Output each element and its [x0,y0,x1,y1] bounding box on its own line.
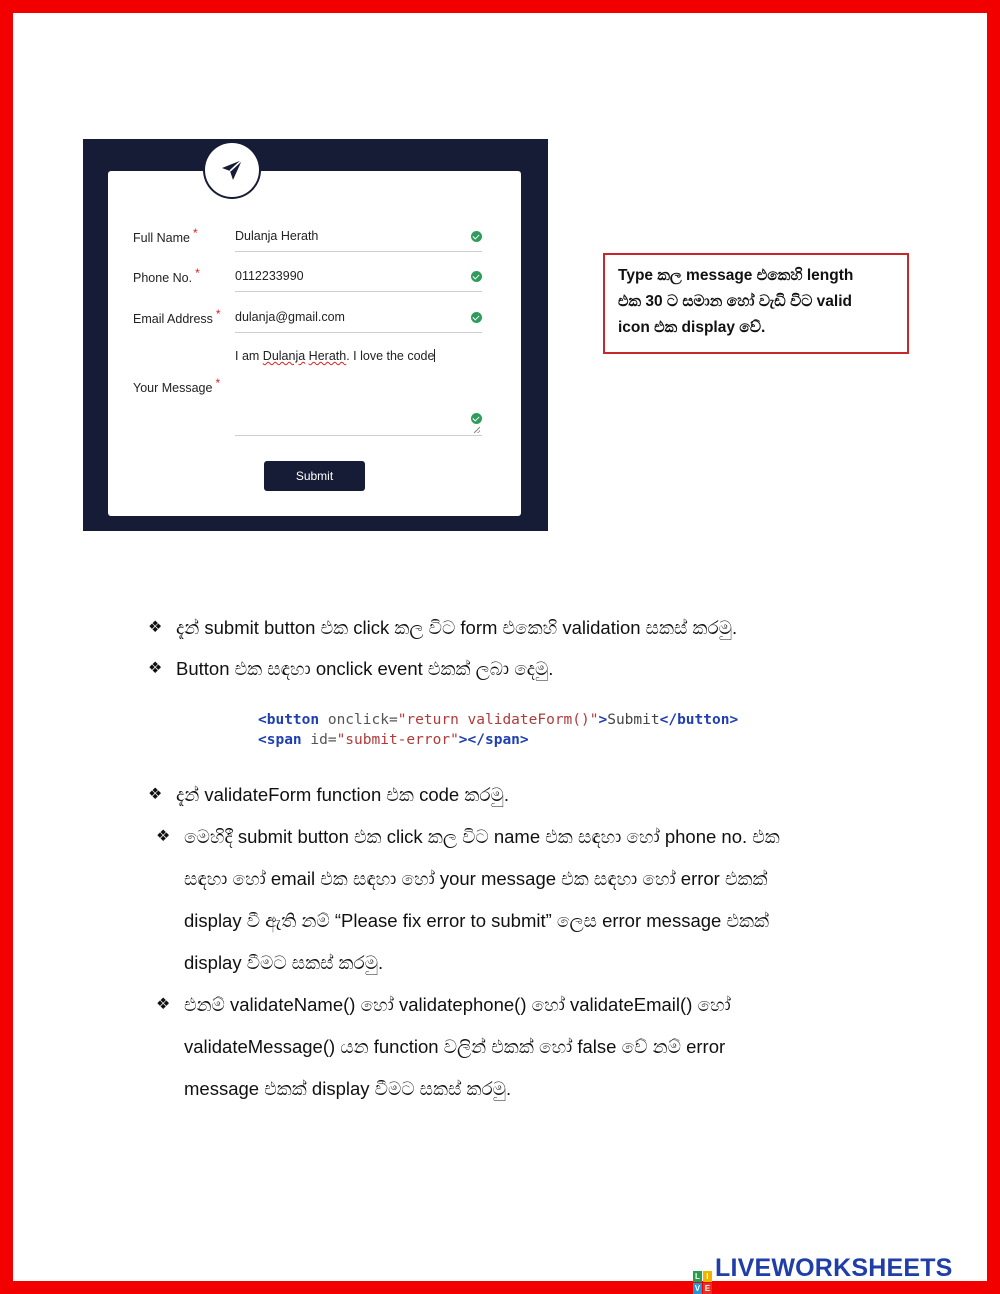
required-mark: * [195,266,200,280]
phone-input[interactable] [235,269,482,292]
email-input[interactable] [235,310,482,333]
phone-row [133,266,513,293]
valid-check-icon [471,271,482,282]
callout-note [603,253,909,354]
send-logo [205,143,259,197]
callout-line: එක 30 ට සමාන හෝ වැඩි විට valid [618,293,853,310]
callout-line: Type කල message එකෙහි length [618,267,854,284]
bullet-text: Button එක සඳහා onclick event එකක් ලබා දෙමු. [176,658,554,679]
form-card [108,171,521,516]
bullet-marker-icon: ❖ [148,619,163,636]
full-name-value: Dulanja Herath [235,229,319,243]
liveworksheets-logo [693,1253,953,1293]
full-name-label: Full Name * [133,226,198,245]
phone-label: Phone No. * [133,266,200,285]
email-label: Email Address * [133,307,221,326]
resize-handle-icon[interactable] [474,427,480,433]
bullet-text: දැන් submit button එක click කල විට form එකෙහි validation සකස් කරමු. [176,617,738,638]
bullet-marker-icon: ❖ [148,660,163,677]
bullet-marker-icon: ❖ [156,996,171,1013]
bullet-text: මෙහිදී submit button එක click කල විට name එක සඳහා හෝ phone no. එක සඳහා හෝ email එක සඳහා හෝ your message එක සඳහා හෝ error එකක් display වී ඇති නම් “Please fix error to submit” ලෙස error message එකක් display වීමට සකස් කරමු. [184,826,780,973]
message-textarea[interactable] [235,349,482,436]
valid-check-icon [471,413,482,424]
valid-check-icon [471,231,482,242]
phone-value: 0112233990 [235,269,304,283]
full-name-input[interactable] [235,229,482,252]
bullet-marker-icon: ❖ [148,786,163,803]
valid-check-icon [471,312,482,323]
full-name-row [133,226,513,253]
callout-line: icon එක display වේ. [618,319,766,336]
required-mark: * [215,307,221,321]
message-value: I am Dulanja Herath. I love the code [235,349,435,363]
message-label: Your Message * [133,376,221,395]
required-mark: * [192,226,198,240]
email-row [133,307,513,334]
paper-plane-icon [220,158,244,182]
required-mark: * [215,376,221,390]
brand-name: LIVEWORKSHEETS [715,1254,953,1282]
code-snippet: <button onclick="return validateForm()">Submit</button> <span id="submit-error"></span> [258,712,739,748]
form-screenshot [83,139,548,531]
text-caret [434,349,435,362]
email-value: dulanja@gmail.com [235,310,345,324]
bullet-text: එනම් validateName() හෝ validatephone() හෝ validateEmail() හෝ validateMessage() යන function වලින් එකක් හෝ false වේ නම් error message එකක් display වීමට සකස් කරමු. [184,994,731,1099]
bullet-marker-icon: ❖ [156,828,171,845]
message-row [133,349,513,439]
bullet-text: දැන් validateForm function එක code කරමු. [176,784,509,805]
submit-button[interactable]: Submit [264,461,365,491]
lw-logo-icon: L I V E [694,1272,711,1293]
